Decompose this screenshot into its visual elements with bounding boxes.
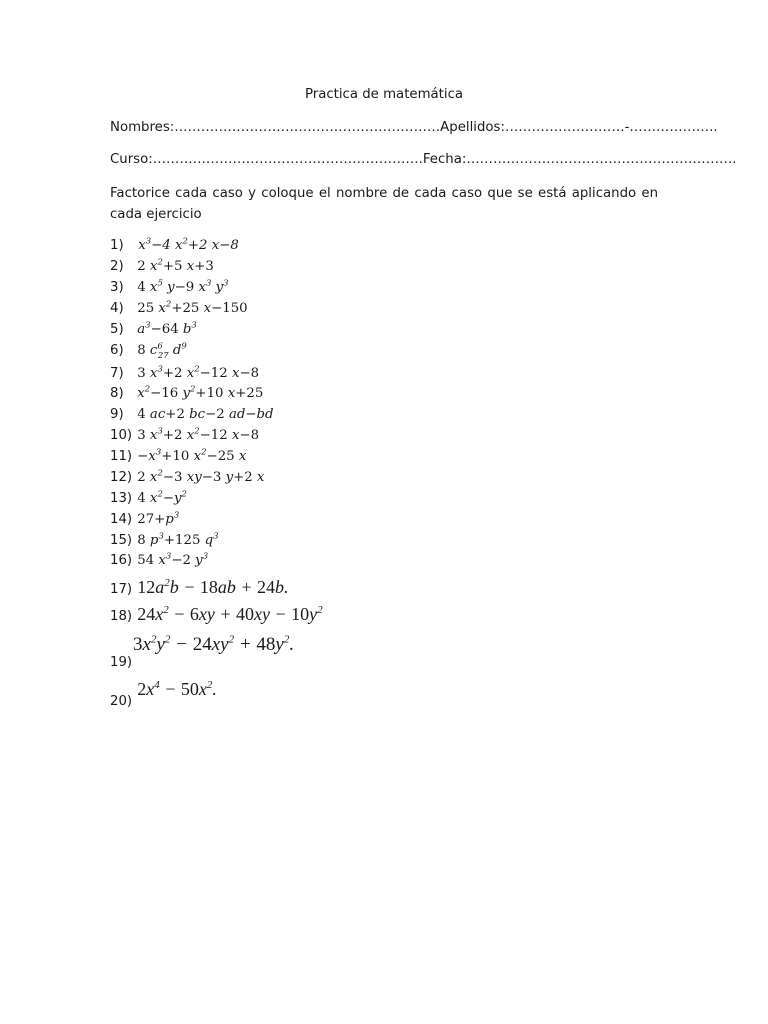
exercise-10 xyxy=(110,428,259,448)
exercise-number: 10) xyxy=(110,428,133,443)
page-title: Practica de matemática xyxy=(304,87,464,102)
exercise-expression: 3 $x^3+2$ $x^2-12$ x−8 xyxy=(137,364,260,381)
exercise-expression: 2 $x^2+5$ x+3 xyxy=(137,257,214,274)
exercise-number: 9) xyxy=(110,407,124,422)
exercise-number: 20) xyxy=(110,694,133,709)
exercise-expression: $27+p^3$ xyxy=(137,510,180,527)
exercise-number: 1) xyxy=(110,238,124,253)
exercise-number: 5) xyxy=(110,322,124,337)
exercise-12 xyxy=(110,470,264,490)
exercise-number: 19) xyxy=(110,655,133,670)
exercise-7 xyxy=(110,366,259,386)
exercise-number: 13) xyxy=(110,491,133,506)
exercise-2 xyxy=(110,259,214,279)
exercise-expression: 2 $x^2-3$ xy−3 y+2 x xyxy=(137,468,265,485)
exercise-expression: $x^2-16$ $y^2+10$ x+25 xyxy=(137,384,264,401)
exercise-number: 18) xyxy=(110,608,133,624)
exercise-19-number-line xyxy=(110,655,133,673)
exercise-18 xyxy=(110,604,323,630)
exercise-expression: 4 $x^2-y^2$ xyxy=(137,489,187,506)
exercise-expression: $x^3-4$ $x^2+2$ x−8 xyxy=(138,236,239,253)
exercise-6 xyxy=(110,343,187,363)
exercise-4 xyxy=(110,301,248,321)
exercise-8 xyxy=(110,386,263,406)
exercise-number: 8) xyxy=(110,386,124,401)
exercise-expression: 4 ac+2 bc−2 ad−bd xyxy=(137,407,274,422)
exercise-number: 3) xyxy=(110,280,124,295)
exercise-9 xyxy=(110,407,274,427)
exercise-1 xyxy=(110,238,239,258)
exercise-expression: $3x^2y^2 - 24xy^2 + 48y^2$. xyxy=(133,633,295,655)
exercise-expression: 4 $x^5$ y−9 $x^3$ $y^3$ xyxy=(137,278,229,295)
exercise-20 xyxy=(110,679,217,707)
exercise-number: 7) xyxy=(110,366,124,381)
exercise-expression: 25 $x^2+25$ x−150 xyxy=(137,299,248,316)
exercise-number: 11) xyxy=(110,449,133,464)
exercise-number: 17) xyxy=(110,581,133,597)
exercise-number: 14) xyxy=(110,512,133,527)
exercise-expression: $12a^2b - 18ab + 24b$. xyxy=(137,577,289,597)
exercise-expression: 54 $x^3-2$ $y^3$ xyxy=(137,551,209,568)
curso-fecha-line: Curso:…………………………………………………….Fecha:……………………………………………………. xyxy=(110,152,737,167)
exercise-13 xyxy=(110,491,187,511)
exercise-3 xyxy=(110,280,229,300)
exercise-number: 15) xyxy=(110,533,133,548)
exercise-number: 16) xyxy=(110,553,133,568)
exercise-expression: 3 $x^3+2$ $x^2-12$ x−8 xyxy=(137,426,260,443)
exercise-5 xyxy=(110,322,197,342)
exercise-expression: $24x^2 - 6xy + 40xy - 10y^2$ xyxy=(137,604,323,624)
exercise-16 xyxy=(110,553,208,573)
exercise-17 xyxy=(110,577,289,603)
nombres-apellidos-line: Nombres:……………………………………………………Apellidos:………………………-……………….. xyxy=(110,120,718,135)
exercise-11 xyxy=(110,449,246,469)
exercise-number: 4) xyxy=(110,301,124,316)
instructions: Factorice cada caso y coloque el nombre de cada caso que se está aplicando en cada ejercicio xyxy=(110,186,658,222)
exercise-expression: $-x^3+10$ $x^2-25$ x xyxy=(137,447,247,464)
exercise-15 xyxy=(110,533,219,553)
exercise-14 xyxy=(110,512,179,532)
exercise-number: 2) xyxy=(110,259,124,274)
exercise-expression: $2x^4 - 50x^2$. xyxy=(137,679,217,699)
exercise-19 xyxy=(133,634,294,662)
exercise-expression: $a^3-64$ $b^3$ xyxy=(137,320,197,337)
exercise-number: 6) xyxy=(110,343,124,358)
exercise-expression: 8 $c^6_{27}$ $d^9$ xyxy=(137,341,187,361)
exercise-expression: 8 $p^3+125$ $q^3$ xyxy=(137,531,219,548)
exercise-number: 12) xyxy=(110,470,133,485)
